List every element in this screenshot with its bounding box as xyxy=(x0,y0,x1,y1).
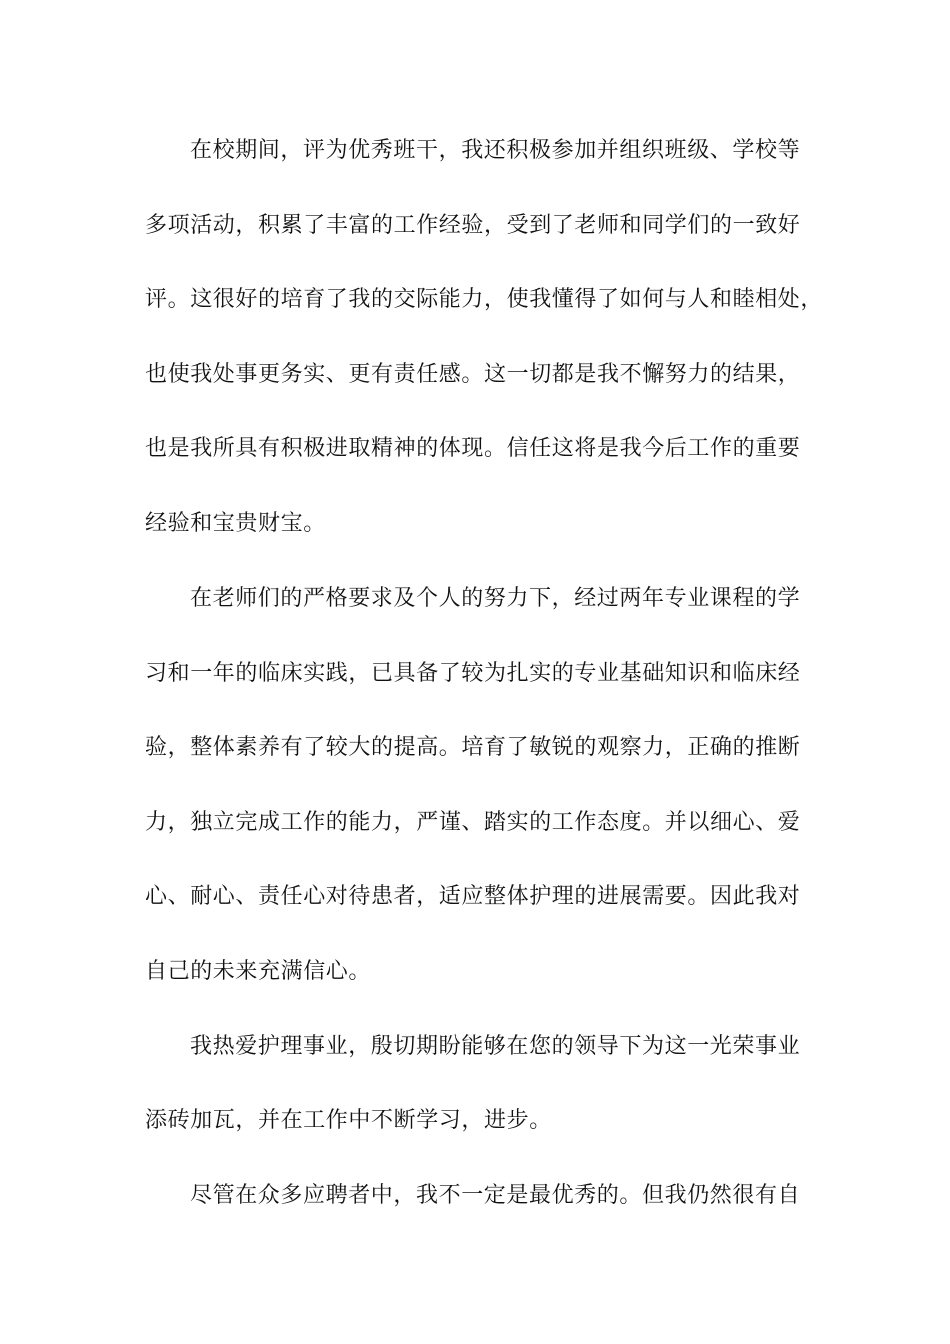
paragraph-1-line-1: 在校期间，评为优秀班干，我还积极参加并组织班级、学校等 xyxy=(190,138,801,163)
paragraph-3-line-1: 我热爱护理事业，殷切期盼能够在您的领导下为这一光荣事业 xyxy=(190,1034,801,1059)
paragraph-1-line-3: 评。这很好的培育了我的交际能力，使我懂得了如何与人和睦相处， xyxy=(145,287,824,312)
paragraph-2-line-2: 习和一年的临床实践，已具备了较为扎实的专业基础知识和临床经 xyxy=(145,661,801,686)
paragraph-2-line-4: 力，独立完成工作的能力，严谨、踏实的工作态度。并以细心、爱 xyxy=(145,810,801,835)
paragraph-3-line-2: 添砖加瓦，并在工作中不断学习，进步。 xyxy=(145,1108,552,1133)
paragraph-4-line-1: 尽管在众多应聘者中，我不一定是最优秀的。但我仍然很有自 xyxy=(190,1183,801,1208)
paragraph-1-line-2: 多项活动，积累了丰富的工作经验，受到了老师和同学们的一致好 xyxy=(145,213,801,238)
paragraph-2-line-5: 心、耐心、责任心对待患者，适应整体护理的进展需要。因此我对 xyxy=(145,884,801,909)
paragraph-2-line-6: 自己的未来充满信心。 xyxy=(145,959,372,984)
paragraph-1-line-5: 也是我所具有积极进取精神的体现。信任这将是我今后工作的重要 xyxy=(145,436,801,461)
paragraph-2-line-1: 在老师们的严格要求及个人的努力下，经过两年专业课程的学 xyxy=(190,586,801,611)
paragraph-1-line-6: 经验和宝贵财宝。 xyxy=(145,511,326,536)
paragraph-1-line-4: 也使我处事更务实、更有责任感。这一切都是我不懈努力的结果， xyxy=(145,362,801,387)
paragraph-2-line-3: 验，整体素养有了较大的提高。培育了敏锐的观察力，正确的推断 xyxy=(145,735,801,760)
